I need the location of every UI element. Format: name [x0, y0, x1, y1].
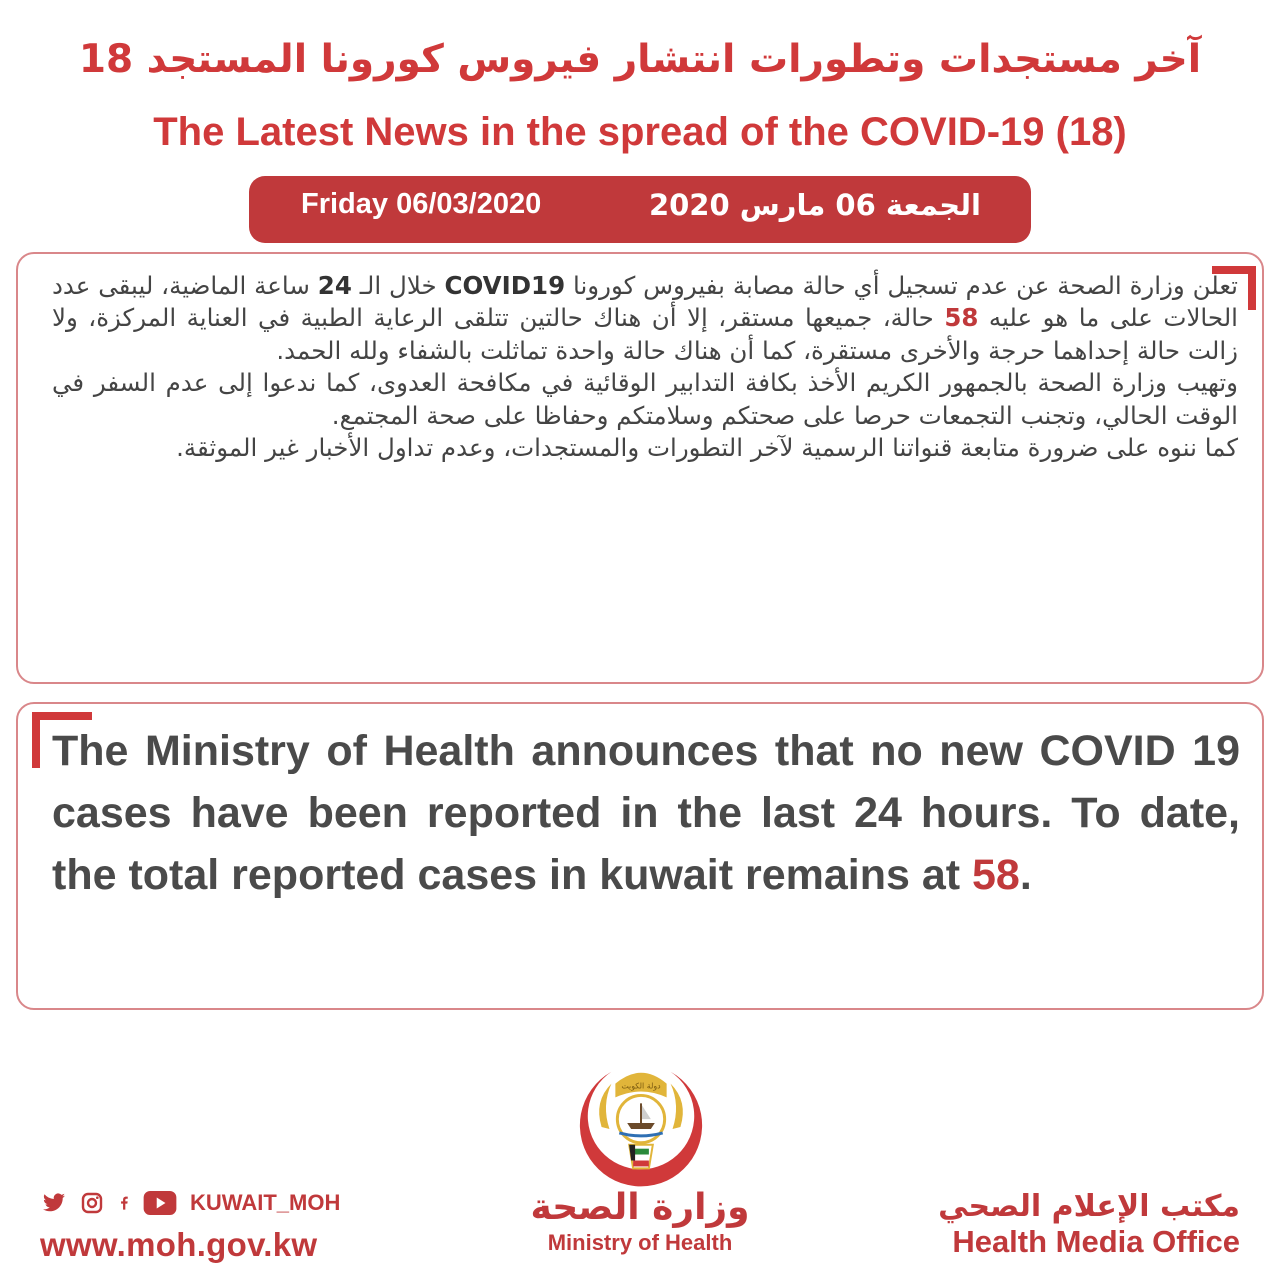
english-notice-box: [16, 702, 1264, 1010]
youtube-icon[interactable]: [142, 1191, 178, 1215]
website-link[interactable]: www.moh.gov.kw: [40, 1226, 318, 1263]
arabic-notice-text: [52, 270, 1238, 464]
social-row: [40, 1188, 350, 1218]
date-english: Friday 06/03/2020: [301, 188, 542, 220]
ministry-name-arabic: وزارة الصحة: [530, 1187, 750, 1228]
date-banner: [249, 176, 1031, 243]
twitter-icon[interactable]: [40, 1191, 68, 1215]
footer-contact: [40, 1188, 350, 1264]
office-name-english: Health Media Office: [952, 1224, 1240, 1259]
date-arabic: الجمعة 06 مارس 2020: [648, 188, 981, 222]
arabic-paragraph-3: كما ننوه على ضرورة متابعة قنواتنا الرسمية لآخر التطورات والمستجدات، وعدم تداول الأخبار غير الموثقة.: [176, 433, 1238, 463]
office-name-arabic: مكتب الإعلام الصحي: [938, 1189, 1240, 1224]
ministry-name-english: Ministry of Health: [547, 1230, 733, 1255]
arabic-paragraph-2: وتهيب وزارة الصحة بالجمهور الكريم الأخذ بكافة التدابير الوقائية في مكافحة العدوى، كما ندعوا إلى عدم السفر في الوقت الحالي، وتجنب التجمعات حرصا على صحتكم وسلامتكم وحفاظا على صحة المجتمع.: [52, 368, 1238, 430]
title-arabic: آخر مستجدات وتطورات انتشار فيروس كورونا المستجد 18: [78, 37, 1202, 82]
case-count-english: 58: [972, 851, 1020, 899]
ministry-emblem-icon: [572, 1058, 710, 1196]
arabic-notice-box: [16, 252, 1264, 684]
english-notice-text: The Ministry of Health announces that no new COVID 19 cases have been reported in the last 24 hours. To date, the total reported cases in kuwait remains at 58.: [52, 727, 1240, 899]
social-handle[interactable]: KUWAIT_MOH: [190, 1190, 341, 1215]
instagram-icon[interactable]: [78, 1191, 106, 1215]
title-english: The Latest News in the spread of the COVID-19 (18): [153, 110, 1127, 154]
arabic-paragraph-1: تعلن وزارة الصحة عن عدم تسجيل أي حالة مصابة بفيروس كورونا COVID19 خلال الـ 24 ساعة الماضية، ليبقى عدد الحالات على ما هو عليه 58 حالة، جميعها مستقر، إلا أن هناك حالتين تتلقى الرعاية الطبية في العناية المركزة، ولا زالت حالة إحداهما حرجة والأخرى مستقرة، كما أن هناك حالة واحدة تماثلت بالشفاء ولله الحمد.: [52, 271, 1238, 365]
facebook-icon[interactable]: [116, 1191, 132, 1215]
svg-text:دولة الكويت: دولة الكويت: [621, 1081, 661, 1091]
case-count-arabic: 58: [944, 303, 979, 333]
